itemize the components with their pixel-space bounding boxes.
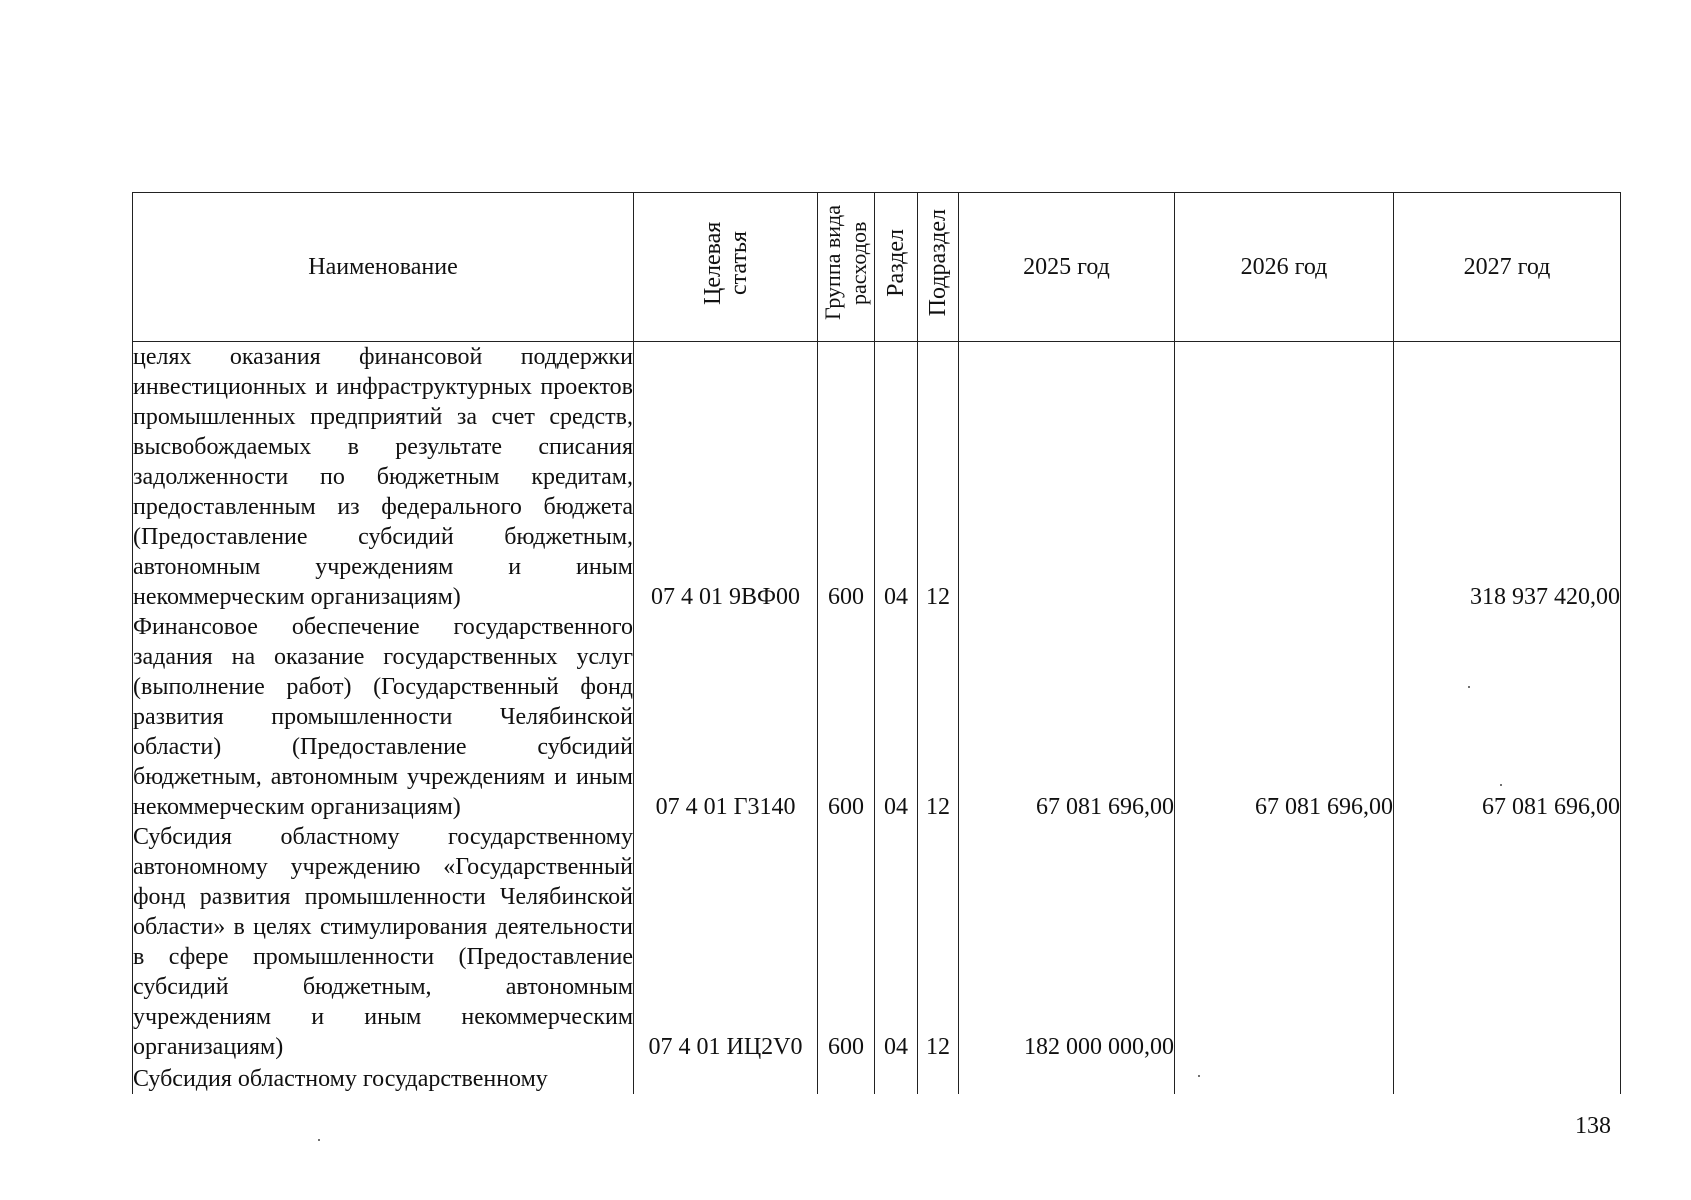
- header-2026: [1175, 193, 1394, 342]
- header-subsection: [918, 193, 959, 342]
- row-empty-cell: [1394, 1062, 1621, 1094]
- row-2027: [1394, 822, 1621, 1062]
- scan-speck: [1500, 784, 1502, 786]
- table-row: [133, 612, 1621, 822]
- header-expense-group-text: Группа вида расходов: [820, 205, 871, 321]
- header-2026-text: 2026 год: [1240, 254, 1328, 280]
- row-empty-cell: [634, 1062, 818, 1094]
- row-2025: 182 000 000,00: [959, 822, 1175, 1062]
- row-empty-cell: [918, 1062, 959, 1094]
- row-2025: [959, 342, 1175, 613]
- row-expense-group: 600: [818, 342, 875, 613]
- header-2027: [1394, 193, 1621, 342]
- budget-table-page: [132, 192, 1620, 1092]
- row-section: 04: [875, 612, 918, 822]
- header-expense-group: [818, 193, 875, 342]
- row-subsection: 12: [918, 612, 959, 822]
- row-2027: 318 937 420,00: [1394, 342, 1621, 613]
- row-target-article: 07 4 01 ИЦ2V0: [634, 822, 818, 1062]
- header-2025-text: 2025 год: [1023, 254, 1110, 280]
- header-target-article-text: Целевая статья: [699, 221, 752, 305]
- row-subsection: 12: [918, 822, 959, 1062]
- row-section: 04: [875, 822, 918, 1062]
- row-2026: [1175, 822, 1394, 1062]
- header-section: [875, 193, 918, 342]
- page-number: 138: [1575, 1113, 1611, 1139]
- table-row-continued: [133, 1062, 1621, 1094]
- row-name: целях оказания финансовой поддержки инвестиционных и инфраструктурных проектов промышленных предприятий за счет средств, высвобождаемых в результате списания задолженности по бюджетным кредитам, предоставленным из федерального бюджета (Предоставление субсидий бюджетным, автономным учреждениям и иным некоммерческим организациям): [133, 342, 634, 613]
- scan-speck: [318, 1139, 320, 1141]
- row-expense-group: 600: [818, 612, 875, 822]
- table-row: [133, 822, 1621, 1062]
- header-2025: [959, 193, 1175, 342]
- row-empty-cell: [818, 1062, 875, 1094]
- header-subsection-text: Подраздел: [925, 209, 951, 317]
- row-target-article: 07 4 01 Г3140: [634, 612, 818, 822]
- row-2027: 67 081 696,00: [1394, 612, 1621, 822]
- row-empty-cell: [1175, 1062, 1394, 1094]
- row-name: Финансовое обеспечение государственного задания на оказание государственных услуг (выполнение работ) (Государственный фонд развития промышленности Челябинской области) (Предоставление субсидий бюджетным, автономным учреждениям и иным некоммерческим организациям): [133, 614, 633, 820]
- header-name-text: Наименование: [308, 254, 458, 280]
- row-target-article: 07 4 01 9ВФ00: [634, 342, 818, 613]
- row-empty-cell: [875, 1062, 918, 1094]
- budget-table: [132, 192, 1621, 1094]
- row-name: Субсидия областному государственному автономному учреждению «Государственный фонд развития промышленности Челябинской области» в целях стимулирования деятельности в сфере промышленности (Предоставление субсидий бюджетным, автономным учреждениям и иным некоммерческим организациям): [133, 824, 633, 1060]
- header-target-article: [634, 193, 818, 342]
- scan-speck: [1468, 686, 1470, 688]
- row-2026: 67 081 696,00: [1175, 612, 1394, 822]
- row-section: 04: [875, 342, 918, 613]
- header-section-text: Раздел: [883, 229, 909, 297]
- header-name: [133, 193, 634, 342]
- table-header-row: [133, 193, 1621, 342]
- table-row: [133, 342, 1621, 613]
- row-empty-cell: [959, 1062, 1175, 1094]
- row-expense-group: 600: [818, 822, 875, 1062]
- row-subsection: 12: [918, 342, 959, 613]
- row-name-continued: Субсидия областному государственному: [133, 1062, 634, 1094]
- scan-speck: [1198, 1075, 1200, 1077]
- header-2027-text: 2027 год: [1463, 254, 1551, 280]
- row-2025: 67 081 696,00: [959, 612, 1175, 822]
- row-2026: [1175, 342, 1394, 613]
